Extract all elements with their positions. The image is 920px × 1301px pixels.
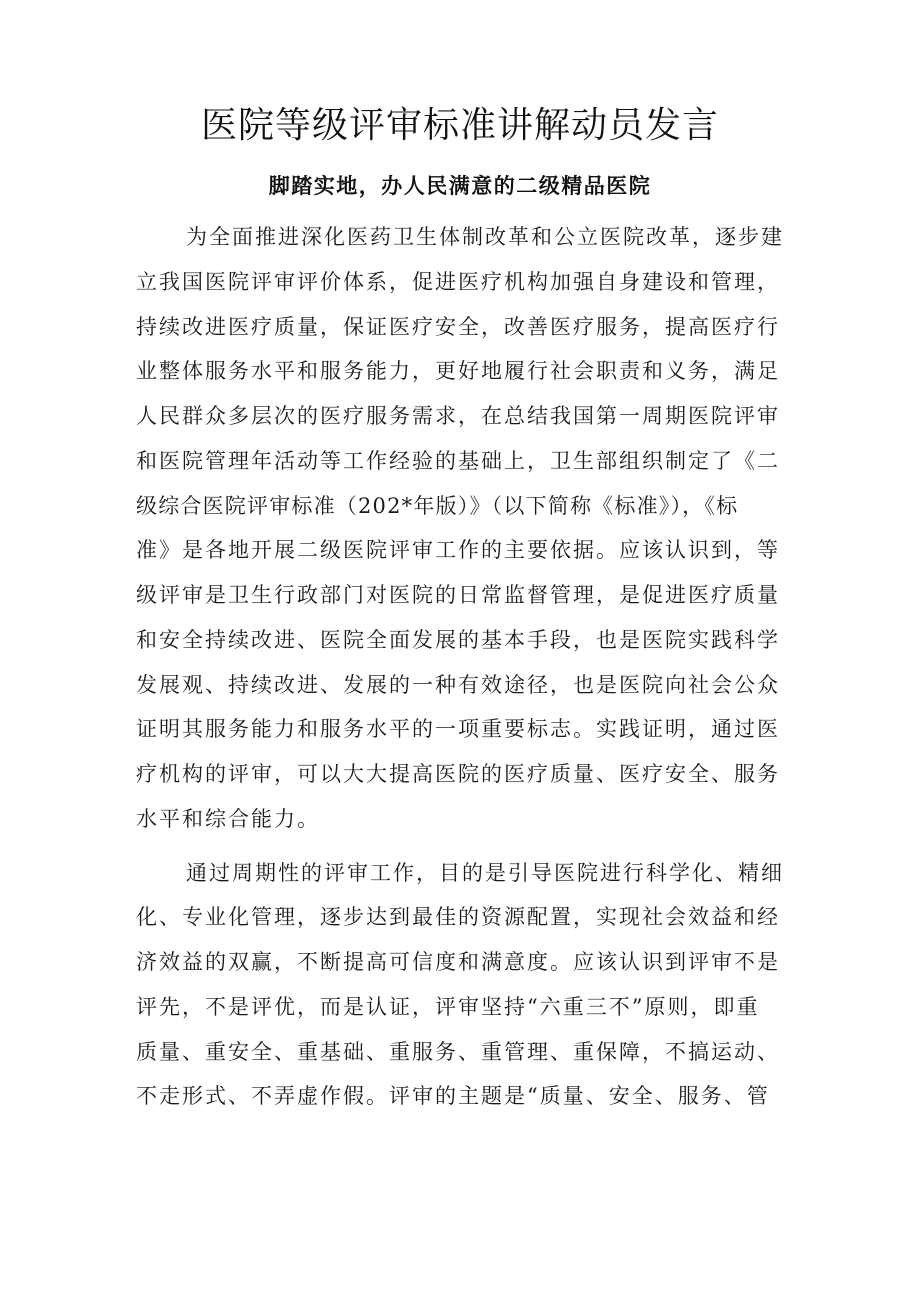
paragraph-line: 为全面推进深化医药卫生体制改革和公立医院改革，逐步建: [186, 225, 784, 249]
paragraph-line: 质量、重安全、重基础、重服务、重管理、重保障，不搞运动、: [136, 1039, 780, 1064]
document-subtitle: 脚踏实地，办人民满意的二级精品医院: [268, 173, 652, 198]
paragraph-gap: [136, 842, 788, 851]
paragraph-line: 持续改进医疗质量，保证医疗安全，改善医疗服务，提高医疗行: [136, 314, 780, 339]
paragraph-line: 业整体服务水平和服务能力，更好地履行社会职责和义务，满足: [136, 359, 780, 384]
paragraph-line: 级综合医院评审标准（202*年版）》（以下简称《标准》），《标: [136, 493, 739, 518]
document-body: [136, 215, 788, 1119]
paragraph-line: 评先，不是评优，而是认证，评审坚持“六重三不”原则，即重: [136, 994, 760, 1019]
document-title: 医院等级评审标准讲解动员发言: [200, 105, 719, 146]
paragraph-1: [136, 215, 788, 842]
paragraph-line: 和安全持续改进、医院全面发展的基本手段，也是医院实践科学: [136, 627, 780, 652]
paragraph-line: 和医院管理年活动等工作经验的基础上，卫生部组织制定了《二: [136, 448, 780, 473]
paragraph-line: 水平和综合能力。: [136, 806, 320, 831]
paragraph-line: 化、专业化管理，逐步达到最佳的资源配置，实现社会效益和经: [136, 905, 780, 930]
paragraph-line: 人民群众多层次的医疗服务需求，在总结我国第一周期医院评审: [136, 404, 780, 428]
paragraph-line: 级评审是卫生行政部门对医院的日常监督管理，是促进医疗质量: [136, 583, 780, 607]
paragraph-line: 疗机构的评审，可以大大提高医院的医疗质量、医疗安全、服务: [136, 762, 780, 786]
paragraph-2: [136, 851, 788, 1120]
paragraph-line: 通过周期性的评审工作，目的是引导医院进行科学化、精细: [186, 860, 784, 885]
paragraph-line: 不走形式、不弄虚作假。评审的主题是“质量、安全、服务、管: [136, 1084, 770, 1109]
paragraph-line: 准》是各地开展二级医院评审工作的主要依据。应该认识到，等: [136, 538, 780, 563]
paragraph-line: 立我国医院评审评价体系，促进医疗机构加强自身建设和管理，: [136, 269, 780, 294]
paragraph-line: 发展观、持续改进、发展的一种有效途径，也是医院向社会公众: [136, 672, 780, 697]
paragraph-line: 济效益的双赢，不断提高可信度和满意度。应该认识到评审不是: [136, 950, 780, 974]
paragraph-line: 证明其服务能力和服务水平的一项重要标志。实践证明，通过医: [136, 717, 780, 742]
